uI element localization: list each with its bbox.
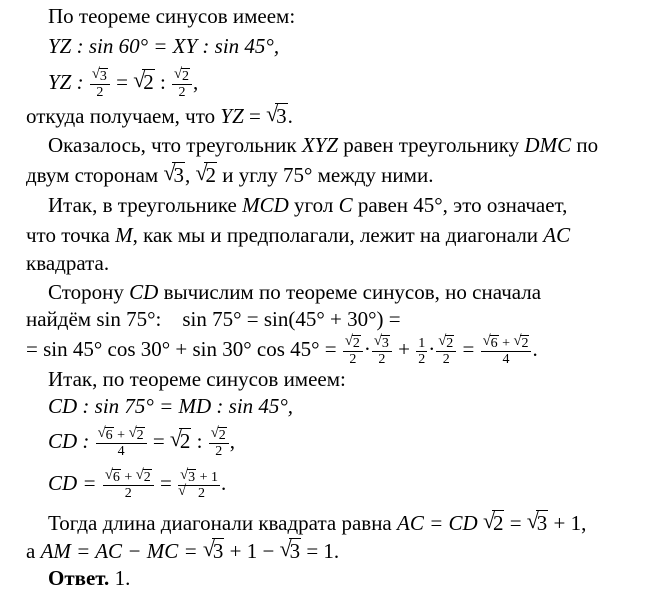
fraction-sqrt3-over-2: √ $\frac{3}{2}$ xyxy=(90,69,110,100)
paragraph-cd-line-1: Сторону CD вычислим по теореме синусов, но сначала xyxy=(48,280,542,304)
result-yz: откуда получаем, что YZ = √ 3. xyxy=(26,104,293,128)
paragraph-mcd-line-3: квадрата. xyxy=(26,251,110,275)
diagonal-line-2: а AM = AC − MC = √ 3 + 1 − √ 3 = 1. xyxy=(26,539,339,563)
diagonal-line-1: Тогда длина диагонали квадрата равна AC = CD √ 2 = √ 3 + 1, xyxy=(48,511,586,535)
fraction-sqrt2-over-2: √ $\frac{2}{2}$ xyxy=(172,69,192,100)
fraction-e: √ $\frac{6 + √ 2}{4}$ xyxy=(481,336,532,367)
sin75-expansion: = sin 45° cos 30° + sin 30° cos 45° = √ $\frac{2}{2}$ · √ $\frac{3}{2}$ + $\frac{1}{2}$ · √ $\frac{2}{2}$ = √ $\frac{6 + √ 2}{4}$ . xyxy=(26,331,538,367)
answer-line xyxy=(48,566,130,590)
answer-value: 1. xyxy=(114,566,131,590)
intro-line-1: По теореме синусов имеем: xyxy=(48,4,296,28)
paragraph-triangles-line-1: Оказалось, что треугольник XYZ равен треугольнику DMC по xyxy=(48,133,599,157)
fraction-c: $\frac{1}{2}$ xyxy=(418,335,426,367)
fraction-b: √ $\frac{3}{2}$ xyxy=(372,336,392,367)
fraction-g: √ $\frac{2}{2}$ xyxy=(209,428,229,459)
equation-yz-xy: YZ : sin 60° = XY : sin 45°, xyxy=(48,34,280,58)
fraction-f: √ $\frac{6 + √ 2}{4}$ xyxy=(96,428,147,459)
paragraph-triangles-line-2: двум сторонам √ 3, √ 2 и углу 75° между ними. xyxy=(26,163,433,187)
equation-yz-fraction: YZ : √ $\frac{3}{2}$ = √ 2 : √ $\frac{2}{2}$ , xyxy=(48,64,198,100)
fraction-a: √ $\frac{2}{2}$ xyxy=(343,336,363,367)
fraction-i: √ 3 + 1 √ 2 xyxy=(178,470,220,501)
equation-cd-fraction: CD : √ $\frac{6 + √ 2}{4}$ = √ 2 : √ $\frac{2}{2}$ , xyxy=(48,423,235,459)
equation-cd-result: CD = √ $\frac{6 + √ 2}{2}$ = √ 3 + 1 √ 2 . xyxy=(48,465,226,501)
paragraph-cd-line-2: найдём sin 75°: sin 75° = sin(45° + 30°) = xyxy=(26,307,401,331)
paragraph-mcd-line-1: Итак, в треугольнике MCD угол C равен 45°, это означает, xyxy=(48,193,568,217)
fraction-d: √ $\frac{2}{2}$ xyxy=(436,336,456,367)
equation-cd-md: CD : sin 75° = MD : sin 45°, xyxy=(48,394,294,418)
paragraph-mcd-line-2: что точка M, как мы и предполагали, лежит на диагонали AC xyxy=(26,223,571,247)
eq2-left: YZ : xyxy=(48,70,84,94)
intro-line-2: Итак, по теореме синусов имеем: xyxy=(48,367,346,391)
answer-label: Ответ. xyxy=(48,566,110,590)
fraction-h: √ $\frac{6 + √ 2}{2}$ xyxy=(103,470,154,501)
